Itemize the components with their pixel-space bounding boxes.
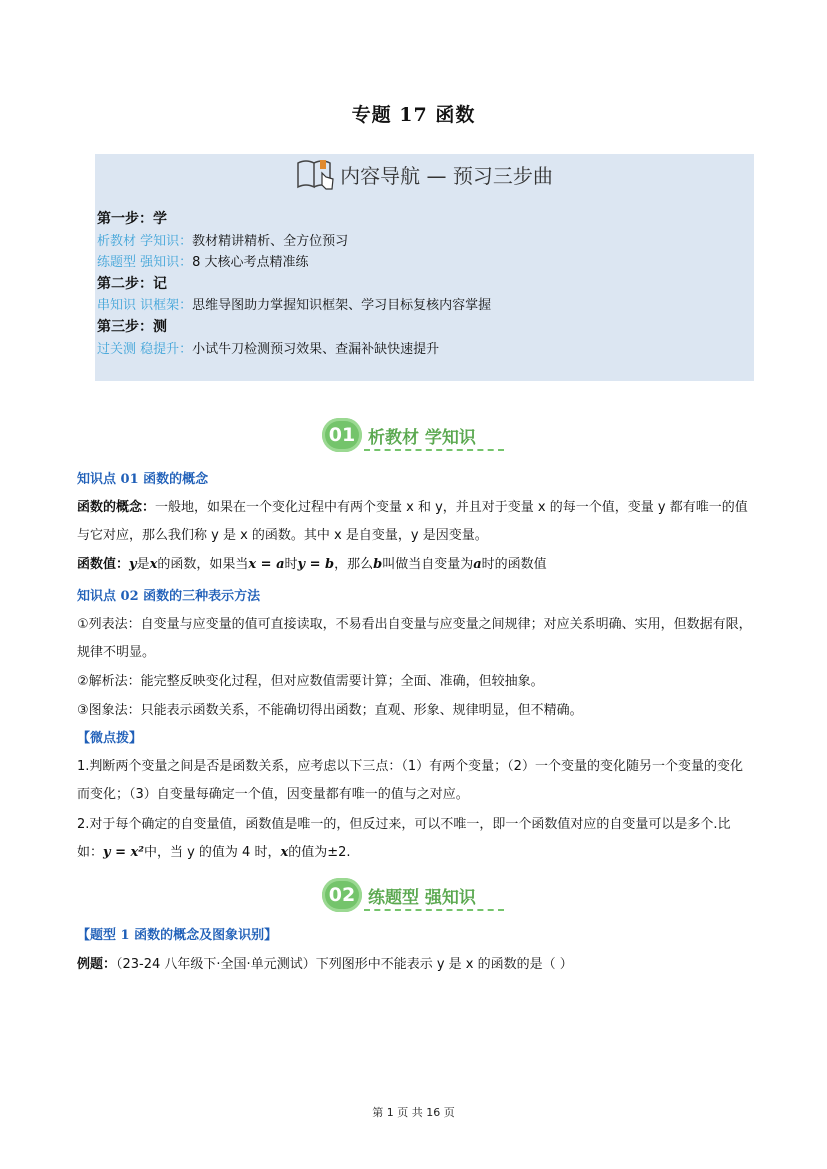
section-label: 练题型 强知识 [368,887,476,908]
content-nav-box [95,154,754,381]
k1-definition: 函数的概念：一般地，如果在一个变化过程中有两个变量 x 和 y，并且对于变量 x 的每一个值，变量 y 都有唯一的值与它对应，那么我们称 y 是 x 的函数。其中 x 是自变量，y 是因变量。 [77,500,748,543]
page-title: 专题 17 函数 [351,104,476,126]
tip-heading: 【微点拨】 [77,731,143,746]
example-question: 例题：（23-24 八年级下·全国·单元测试）下列图形中不能表示 y 是 x 的函数的是（ ） [77,957,573,972]
dashed-underline [364,909,504,911]
section-01-badge [322,415,476,455]
page-footer: 第 1 页 共 16 页 [372,1106,455,1119]
book-pointer-icon [296,157,336,191]
step2-line: 串知识 识框架：思维导图助力掌握知识框架、学习目标复核内容掌握 [97,298,492,314]
steps-list [97,209,491,360]
type1-heading: 【题型 1 函数的概念及图象识别】 [77,928,278,943]
k1-function-value: 函数值：y是x的函数，如果当x = a时y = b，那么b叫做当自变量为a时的函数值 [77,557,547,572]
step1-line2: 练题型 强知识：8 大核心考点精准练 [97,255,309,271]
step3-heading: 第三步：测 [97,318,167,335]
k2-graph-method: ③图象法：只能表示函数关系，不能确切得出函数；直观、形象、规律明显，但不精确。 [77,703,583,718]
section-number: 01 [322,418,362,452]
section-number: 02 [322,878,362,912]
tip-point-1: 1.判断两个变量之间是否是函数关系，应考虑以下三点：（1）有两个变量；（2）一个变量的变化随另一个变量的变化而变化；（3）自变量每确定一个值，因变量都有唯一的值与之对应。 [77,759,743,802]
nav-heading [95,158,754,190]
k2-analytic-method: ②解析法：能完整反映变化过程，但对应数值需要计算；全面、准确，但较抽象。 [77,674,544,689]
tip-point-2: 2.对于每个确定的自变量值，函数值是唯一的，但反过来，可以不唯一，即一个函数值对应的自变量可以是多个.比如：y = x²中，当 y 的值为 4 时，x的值为±2. [77,817,731,860]
step1-line1: 析教材 学知识：教材精讲精析、全方位预习 [97,233,349,249]
k2-list-method: ①列表法：自变量与应变量的值可直接读取，不易看出自变量与应变量之间规律；对应关系明确、实用，但数据有限，规律不明显。 [77,617,752,660]
step3-line: 过关测 稳提升：小试牛刀检测预习效果、查漏补缺快速提升 [97,341,440,357]
k2-heading: 知识点 02 函数的三种表示方法 [77,589,261,604]
section-02-badge [322,875,476,915]
nav-heading-text: 内容导航 — 预习三步曲 [340,163,553,188]
section-label: 析教材 学知识 [368,427,476,448]
k1-heading: 知识点 01 函数的概念 [77,472,209,487]
dashed-underline [364,449,504,451]
step1-heading: 第一步：学 [97,211,167,227]
step2-heading: 第二步：记 [97,275,167,292]
